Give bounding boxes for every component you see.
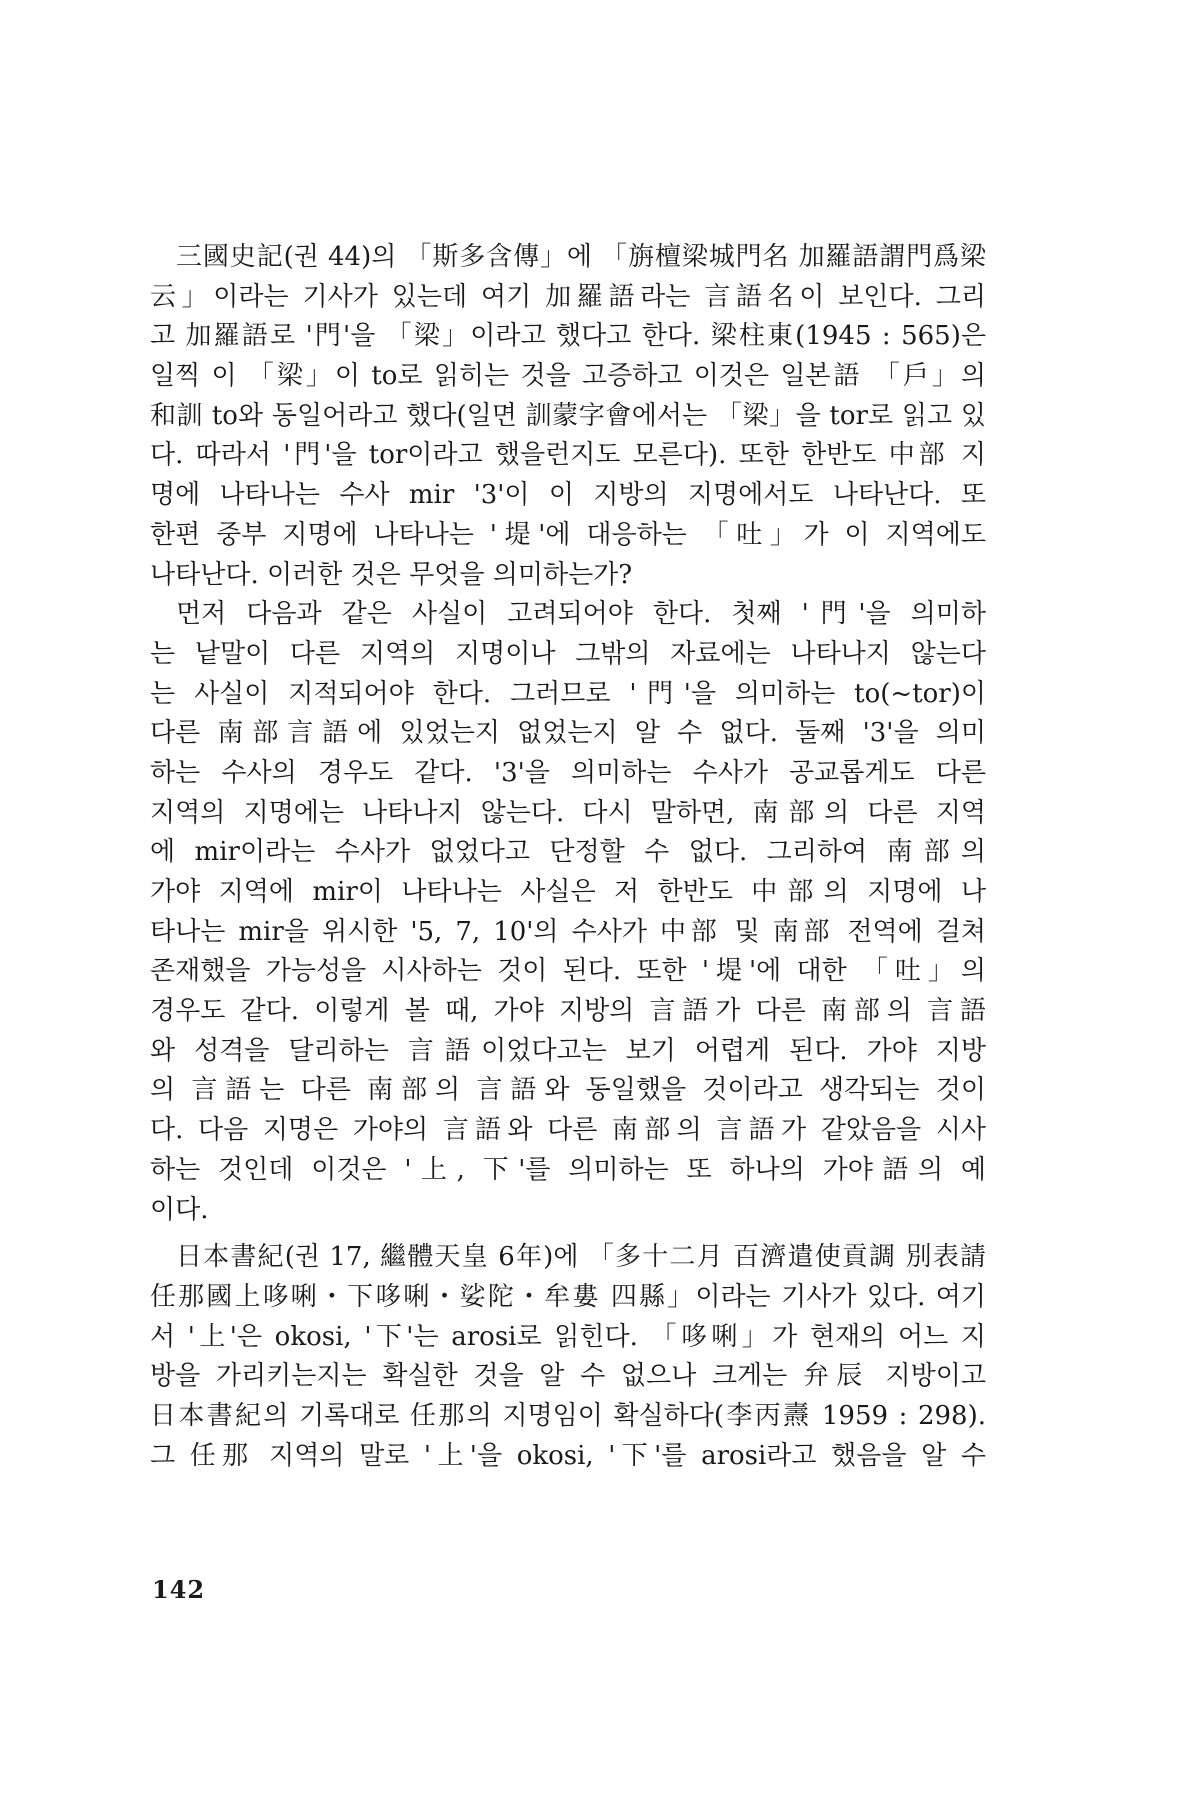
text-line: 타나는 mir을 위시한 '5, 7, 10'의 수사가 中部 및 南部 전역에 걸쳐	[150, 916, 986, 947]
text-line: 日本書紀(권 17, 繼體天皇 6年)에 「多十二月 百濟遣使貢調 別表請	[176, 1242, 986, 1273]
text-line: 任那國上哆唎・下哆唎・娑陀・牟婁 四縣」이라는 기사가 있다. 여기	[150, 1281, 986, 1312]
text-line: 존재했을 가능성을 시사하는 것이 된다. 또한 '堤'에 대한 「吐」의	[150, 956, 986, 987]
text-line: 다. 다음 지명은 가야의 言語와 다른 南部의 言語가 같았음을 시사	[150, 1115, 986, 1146]
page-number: 142	[152, 1575, 206, 1604]
text-line: 가야 지역에 mir이 나타나는 사실은 저 한반도 中部의 지명에 나	[150, 877, 986, 907]
text-line: 먼저 다음과 같은 사실이 고려되어야 한다. 첫째 '門'을 의미하	[176, 599, 986, 630]
text-line: 하는 수사의 경우도 같다. '3'을 의미하는 수사가 공교롭게도 다른	[150, 757, 986, 788]
text-line: 지역의 지명에는 나타나지 않는다. 다시 말하면, 南部의 다른 지역	[150, 797, 986, 828]
body-text	[150, 238, 986, 1476]
text-line: 하는 것인데 이것은 '上, 下'를 의미하는 또 하나의 가야語의 예	[150, 1154, 986, 1185]
text-line: 和訓 to와 동일어라고 했다(일면 訓蒙字會에서는 「梁」을 tor로 읽고 있	[150, 400, 986, 431]
text-line: 그 任那 지역의 말로 '上'을 okosi, '下'를 arosi라고 했음을 알 수	[150, 1440, 986, 1471]
paragraph-1	[150, 238, 986, 595]
text-line: 는 사실이 지적되어야 한다. 그러므로 '門'을 의미하는 to(~tor)이	[150, 678, 986, 709]
text-line: 방을 가리키는지는 확실한 것을 알 수 없으나 크게는 弁辰 지방이고	[150, 1361, 986, 1392]
text-line: 의 言語는 다른 南部의 言語와 동일했을 것이라고 생각되는 것이	[150, 1075, 986, 1106]
text-line: 한편 중부 지명에 나타나는 '堤'에 대응하는 「吐」가 이 지역에도	[150, 519, 986, 550]
paragraph-3	[150, 1238, 986, 1476]
text-line: 다. 따라서 '門'을 tor이라고 했을런지도 모른다). 또한 한반도 中部 지	[150, 440, 986, 471]
text-line: 에 mir이라는 수사가 없었다고 단정할 수 없다. 그리하여 南部의	[150, 837, 986, 868]
text-line: 나타난다. 이러한 것은 무엇을 의미하는가?	[150, 559, 633, 590]
text-line: 경우도 같다. 이렇게 볼 때, 가야 지방의 言語가 다른 南部의 言語	[150, 996, 986, 1027]
text-line: 서 '上'은 okosi, '下'는 arosi로 읽힌다. 「哆唎」가 현재의 어느 지	[150, 1321, 986, 1352]
paragraph-gap	[150, 1230, 986, 1238]
text-line: 이다.	[150, 1194, 209, 1225]
paragraph-2	[150, 595, 986, 1230]
text-line: 三國史記(권 44)의 「斯多含傳」에 「旃檀梁城門名 加羅語謂門爲梁	[176, 242, 986, 272]
text-line: 일찍 이 「梁」이 to로 읽히는 것을 고증하고 이것은 일본語 「戶」의	[150, 361, 986, 392]
text-line: 는 낱말이 다른 지역의 지명이나 그밖의 자료에는 나타나지 않는다	[150, 638, 986, 669]
text-line: 다른 南部言語에 있었는지 없었는지 알 수 없다. 둘째 '3'을 의미	[150, 718, 986, 749]
text-line: 와 성격을 달리하는 言語이었다고는 보기 어렵게 된다. 가야 지방	[150, 1035, 986, 1066]
text-line: 명에 나타나는 수사 mir '3'이 이 지방의 지명에서도 나타난다. 또	[150, 480, 986, 511]
text-line: 日本書紀의 기록대로 任那의 지명임이 확실하다(李丙燾 1959 : 298).	[150, 1400, 986, 1431]
text-line: 云」이라는 기사가 있는데 여기 加羅語라는 言語名이 보인다. 그리	[150, 281, 986, 312]
text-line: 고 加羅語로 '門'을 「梁」이라고 했다고 한다. 梁柱東(1945 : 565)은	[150, 321, 986, 352]
